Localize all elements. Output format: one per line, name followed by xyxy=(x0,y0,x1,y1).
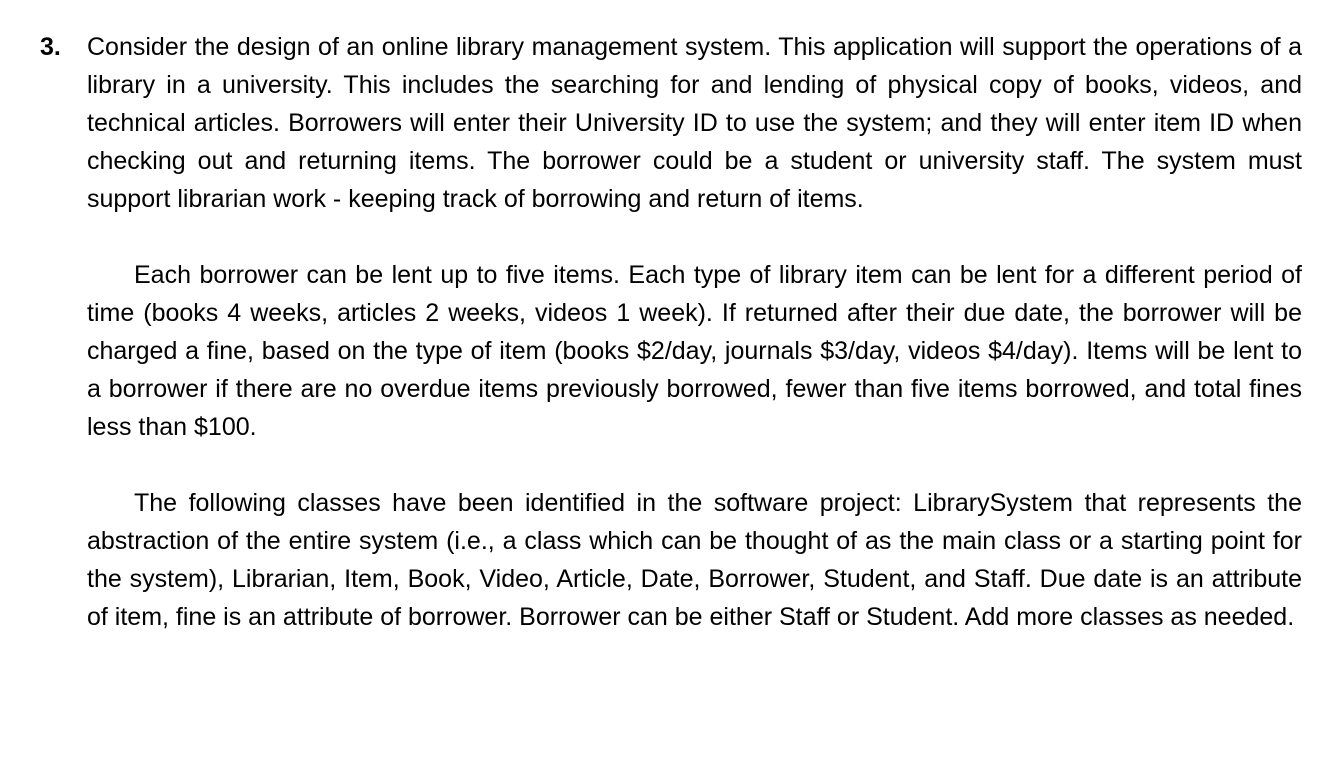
paragraph-lending-rules: Each borrower can be lent up to five items. Each type of library item can be lent for a different period of time (books 4 weeks, articles 2 weeks, videos 1 week). If returned after their due date, the borrower will be charged a fine, based on the type of item (books $2/day, journals $3/day, videos $4/day). Items will be lent to a borrower if there are no overdue items previously borrowed, fewer than five items borrowed, and total fines less than $100. xyxy=(87,261,1302,441)
paragraph-system-description: Consider the design of an online library management system. This application will support the operations of a library in a university. This includes the searching for and lending of physical copy of books, videos, and technical articles. Borrowers will enter their University ID to use the system; and they will enter item ID when checking out and returning items. The borrower could be a student or university staff. The system must support librarian work - keeping track of borrowing and return of items. xyxy=(87,33,1302,213)
question-body xyxy=(87,28,1302,636)
paragraph-identified-classes: The following classes have been identified in the software project: LibrarySystem that represents the abstraction of the entire system (i.e., a class which can be thought of as the main class or a starting point for the system), Librarian, Item, Book, Video, Article, Date, Borrower, Student, and Staff. Due date is an attribute of item, fine is an attribute of borrower. Borrower can be either Staff or Student. Add more classes as needed. xyxy=(87,489,1302,631)
question-block xyxy=(40,28,1302,636)
question-number: 3. xyxy=(40,33,61,61)
